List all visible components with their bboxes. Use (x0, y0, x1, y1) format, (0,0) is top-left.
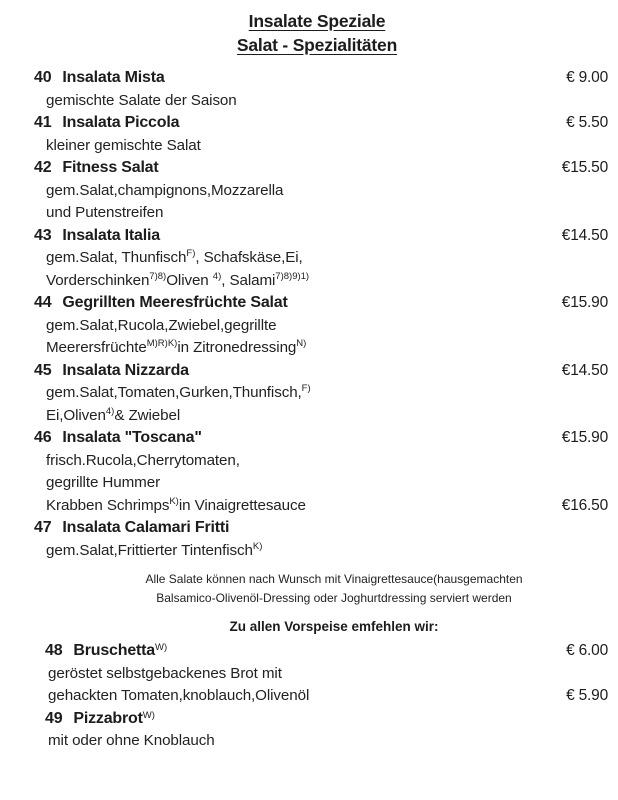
menu-item-head (0, 427, 618, 450)
item-desc-text: und Putenstreifen (46, 204, 164, 221)
item-desc-text: mit oder ohne Knoblauch (48, 732, 215, 749)
footnote-marker: 4) (105, 405, 115, 417)
item-desc-line (0, 247, 618, 270)
menu-item (0, 427, 618, 517)
item-desc-text: geröstet selbstgebackenes Brot mit (48, 664, 282, 682)
item-extra-price: €16.50 (561, 496, 608, 514)
menu-item-head (0, 67, 618, 90)
menu-header (0, 9, 618, 57)
item-desc-line (0, 135, 618, 158)
item-price: €14.50 (561, 226, 608, 244)
item-price: €15.50 (561, 159, 608, 176)
item-number: 46 (34, 429, 52, 446)
footnote-marker: 4) (212, 270, 222, 282)
item-desc-text: gehackten Tomaten,knoblauch,Olivenöl (48, 687, 310, 704)
item-desc-text: Ei,Oliven$^{4)}$& Zwiebel (46, 405, 181, 424)
item-desc-text: Krabben Schrimps$^{K)}$in Vinaigrettesauce (46, 495, 306, 514)
menu-item-title (0, 640, 167, 665)
item-price: €15.90 (561, 429, 608, 446)
item-desc-text: gem.Salat,Tomaten,Gurken,Thunfisch,$^{F)}$ (46, 383, 311, 401)
item-price: € 5.50 (566, 114, 608, 131)
item-desc-text: gem.Salat, Thunfisch$^{F)}$, Schafskäse,Ei, (46, 248, 303, 266)
item-number: 41 (34, 114, 52, 131)
menu-item (0, 360, 618, 428)
item-desc-line (0, 202, 618, 225)
item-desc-line (0, 730, 618, 753)
item-name: Insalata Nizzarda (62, 361, 189, 379)
item-desc-line (0, 90, 618, 113)
item-price: €14.50 (561, 361, 608, 379)
item-number: 48 (45, 642, 63, 659)
item-desc-line (0, 540, 618, 563)
menu-item-head (0, 640, 618, 663)
item-desc-line (0, 472, 618, 495)
item-desc-line (0, 663, 618, 686)
menu-item-head (0, 292, 618, 315)
menu-note-line: Balsamico-Olivenöl-Dressing oder Joghurtdressing serviert werden (156, 591, 512, 605)
item-name: Fitness Salat (62, 159, 159, 176)
item-name: Insalata Calamari Fritti (62, 519, 230, 536)
footnote-marker: K) (169, 495, 179, 507)
menu-item (0, 225, 618, 293)
item-number: 43 (34, 226, 52, 244)
footnote-marker: 7)8)9)1) (275, 270, 310, 282)
menu-item-head (0, 708, 618, 731)
item-desc-line (0, 180, 618, 203)
item-number: 44 (34, 294, 52, 311)
menu-item (0, 112, 618, 157)
menu-item-title (0, 67, 165, 90)
footnote-marker: K) (252, 540, 263, 552)
item-desc-text: gem.Salat,Rucola,Zwiebel,gegrillte (46, 316, 277, 334)
item-desc-line (0, 450, 618, 473)
item-name: Insalata "Toscana" (62, 429, 202, 446)
item-name: Insalata Italia (62, 226, 160, 244)
item-desc-line (0, 270, 618, 293)
item-price: € 9.00 (566, 69, 608, 86)
item-desc-text: gem.Salat,champignons,Mozzarella (46, 181, 284, 199)
item-name: Insalata Mista (62, 69, 165, 86)
item-name: Gegrillten Meeresfrüchte Salat (62, 294, 288, 311)
item-desc-text: gem.Salat,Frittierter Tintenfisch$^{K)}$ (46, 540, 263, 559)
menu-item (0, 517, 618, 562)
menu-item (0, 708, 618, 753)
item-desc-text: Vorderschinken$^{7)8)}$Oliven $^{4)}$, Salami$^{7)8)9)1)}$ (46, 270, 310, 289)
item-number: 40 (34, 69, 52, 86)
footnote-marker: N) (296, 338, 307, 349)
menu-body (0, 67, 618, 753)
menu-item (0, 67, 618, 112)
item-name: Insalata Piccola (62, 114, 180, 131)
item-desc-text: gemischte Salate der Saison (46, 91, 237, 109)
menu-title-line2: Salat - Spezialitäten (236, 35, 398, 55)
item-price: €15.90 (561, 294, 608, 311)
menu-subheader: Zu allen Vorspeise emfehlen wir: (229, 619, 439, 634)
item-desc-text: kleiner gemischte Salat (46, 136, 201, 154)
menu-item-title (0, 427, 202, 450)
item-number: 47 (34, 519, 52, 536)
item-name: Bruschetta$^{W)}$ (73, 642, 168, 659)
menu-item-head (0, 360, 618, 383)
item-desc-line (0, 382, 618, 405)
menu-note (0, 570, 618, 608)
menu-item-head (0, 112, 618, 135)
menu-item-title (0, 225, 160, 248)
menu-item-title (0, 157, 159, 180)
menu-item-title (0, 360, 189, 383)
menu-note-line: Alle Salate können nach Wunsch mit Vinaigrettesauce(hausgemachten (145, 572, 523, 586)
footnote-marker: W) (155, 642, 168, 653)
item-desc-text: Meerersfrüchte$^{M)R)K)}$in Zitronedressing$^{N)}$ (46, 338, 307, 356)
menu-item-head (0, 517, 618, 540)
footnote-marker: W) (142, 709, 155, 721)
item-desc-text: gegrillte Hummer (46, 474, 161, 491)
menu-item-title (0, 292, 288, 315)
menu-item (0, 640, 618, 708)
menu-item-head (0, 225, 618, 248)
item-price: € 6.00 (566, 642, 608, 659)
menu-title-line1: Insalate Speziale (248, 11, 386, 31)
item-desc-text: frisch.Rucola,Cherrytomaten, (46, 451, 240, 469)
menu-item-head (0, 157, 618, 180)
menu-item-title (0, 708, 155, 733)
item-number: 49 (45, 709, 63, 727)
item-extra-price: € 5.90 (566, 687, 608, 704)
menu-item-title (0, 112, 179, 135)
item-desc-line (0, 315, 618, 338)
menu-item-title (0, 517, 229, 540)
item-number: 42 (34, 159, 52, 176)
item-desc-line (0, 405, 618, 428)
menu-item (0, 157, 618, 225)
item-number: 45 (34, 361, 52, 379)
menu-item (0, 292, 618, 360)
item-desc-line (0, 685, 618, 708)
footnote-marker: 7)8) (149, 270, 167, 282)
footnote-marker: F) (186, 248, 196, 259)
footnote-marker: M)R)K) (146, 338, 178, 349)
item-desc-line (0, 495, 618, 518)
footnote-marker: F) (301, 383, 311, 394)
item-desc-line (0, 337, 618, 360)
item-name: Pizzabrot$^{W)}$ (73, 709, 155, 727)
